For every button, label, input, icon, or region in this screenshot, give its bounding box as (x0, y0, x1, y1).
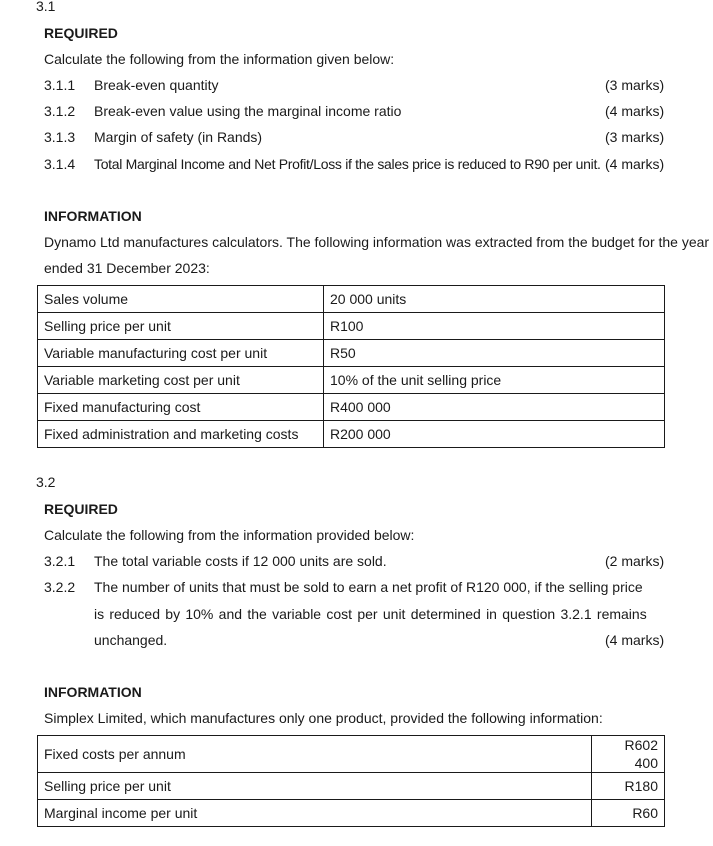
table-value-cell: R50 (324, 340, 665, 367)
question-text: Break-even quantity (94, 77, 219, 93)
table-label-cell: Selling price per unit (38, 773, 592, 800)
table-value-cell: 20 000 units (324, 286, 665, 313)
table-value-cell: R100 (324, 313, 665, 340)
table-label-cell: Variable marketing cost per unit (38, 367, 324, 394)
table-value-cell: R200 000 (324, 421, 665, 448)
question-marks: (4 marks) (605, 156, 665, 172)
table-value-cell: R400 000 (324, 394, 665, 421)
table-row (38, 800, 665, 827)
table-label-cell: Fixed manufacturing cost (38, 394, 324, 421)
table-label-cell: Fixed administration and marketing costs (38, 421, 324, 448)
question-text-cont: unchanged. (94, 632, 168, 648)
information-heading: INFORMATION (44, 684, 142, 700)
question-text: The number of units that must be sold to earn a net profit of R120 000, if the selling price (94, 579, 643, 595)
table-label-cell: Variable manufacturing cost per unit (38, 340, 324, 367)
dynamo-info-table (37, 285, 665, 448)
table-row (38, 736, 665, 773)
table-row (38, 286, 665, 313)
information-text: Simplex Limited, which manufactures only one product, provided the following information: (44, 710, 603, 726)
question-number: 3.1.4 (44, 156, 76, 172)
information-heading: INFORMATION (44, 208, 142, 224)
table-value-cell: R60 (592, 800, 665, 827)
section-number-3-2: 3.2 (36, 474, 56, 490)
required-intro: Calculate the following from the information given below: (44, 51, 395, 67)
section-number-3-1: 3.1 (36, 0, 56, 14)
question-text: Break-even value using the marginal income ratio (94, 103, 402, 119)
question-text-cont: is reduced by 10% and the variable cost per unit determined in question 3.2.1 remains (94, 606, 647, 622)
question-number: 3.1.3 (44, 129, 76, 145)
table-label-cell: Sales volume (38, 286, 324, 313)
table-row (38, 773, 665, 800)
table-row (38, 340, 665, 367)
table-row (38, 367, 665, 394)
question-marks: (4 marks) (605, 103, 665, 119)
simplex-info-table (37, 735, 665, 827)
question-text: Total Marginal Income and Net Profit/Loss if the sales price is reduced to R90 per unit. (94, 156, 601, 172)
table-label-cell: Fixed costs per annum (38, 736, 592, 773)
table-row (38, 313, 665, 340)
question-number: 3.1.1 (44, 77, 76, 93)
required-heading: REQUIRED (44, 501, 118, 517)
table-value-cell: R602 400 (592, 736, 665, 773)
question-marks: (4 marks) (605, 632, 665, 648)
table-label-cell: Selling price per unit (38, 313, 324, 340)
question-number: 3.1.2 (44, 103, 76, 119)
information-text-cont: ended 31 December 2023: (44, 260, 210, 276)
question-marks: (2 marks) (605, 553, 665, 569)
question-marks: (3 marks) (605, 77, 665, 93)
question-text: Margin of safety (in Rands) (94, 129, 263, 145)
question-text: The total variable costs if 12 000 units are sold. (94, 553, 387, 569)
question-number: 3.2.2 (44, 579, 76, 595)
table-row (38, 421, 665, 448)
table-label-cell: Marginal income per unit (38, 800, 592, 827)
table-value-cell: R180 (592, 773, 665, 800)
table-row (38, 394, 665, 421)
required-intro: Calculate the following from the information provided below: (44, 527, 415, 543)
information-text: Dynamo Ltd manufactures calculators. The following information was extracted from the budget for the year (44, 234, 710, 250)
required-heading: REQUIRED (44, 25, 118, 41)
question-number: 3.2.1 (44, 553, 76, 569)
table-value-cell: 10% of the unit selling price (324, 367, 665, 394)
question-marks: (3 marks) (605, 129, 665, 145)
